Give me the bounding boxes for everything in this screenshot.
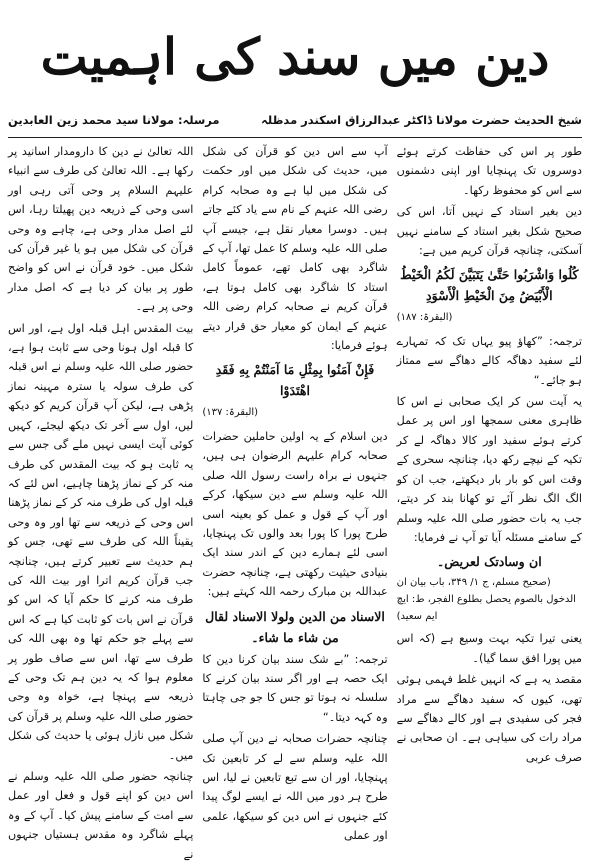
translation: ترجمہ: ”کھاؤ پیو یہاں تک کہ تمہارے لئے سفید دھاگہ کالے دھاگے سے ممتاز ہو جائے۔“ — [396, 334, 582, 387]
quran-verse: فَإِنْ آمَنُوا بِمِثْلِ مَا آمَنْتُمْ بِهِ فَقَدِ اهْتَدَوْا — [215, 362, 375, 399]
paragraph: اللہ تعالیٰ نے دین کا دارومدار اسانید پر رکھا ہے۔ اللہ تعالیٰ کی طرف سے انبیاء علیہم السلام پر وحی آتی رہی اور اسی وحی کے ذریعہ دین پھیلتا رہا، اس لئے اصل مدار وحی ہے، چاہے وہ وحی قرآن کی شکل میں ہو یا غیر قرآن کی شکل میں۔ خود قرآن نے اس کو واضح طور پر بیان کر دیا ہے کہ اصل مدار وحی پر ہے۔ — [8, 145, 194, 314]
article-columns — [8, 142, 582, 861]
paragraph: یہ آیت سن کر ایک صحابی نے اس کا ظاہری معنی سمجھا اور اس پر عمل کرتے ہوئے سفید اور کالا دھاگہ لے کر تکیہ کے نیچے رکھ دیا، چنانچہ سحری کے وقت اس کو بار بار دیکھتے، جب ان کو الگ الگ نظر آئے تو کھانا بند کر دیتے، جب یہ بات حضور صلی اللہ علیہ وسلم کے سامنے مسئلہ آیا تو آپ نے فرمایا: — [396, 395, 582, 544]
sender-line: مرسلہ: مولانا سید محمد زین العابدین — [8, 113, 220, 127]
verse-reference: (البقرۃ: ۱۸۷) — [396, 312, 453, 324]
arabic-quote: الاسناد من الدین ولولا الاسناد لقال من شاء ما شاء۔ — [205, 608, 385, 645]
column-2 — [202, 142, 388, 843]
column-1 — [8, 142, 194, 861]
header-divider — [8, 137, 582, 138]
paragraph: چنانچہ حضور صلی اللہ علیہ وسلم نے اس دین کو اپنے قول و فعل اور عمل سے امت کے سامنے پیش کیا۔ آپ کے وہ پہلے شاگرد وہ مقدس ہستیاں جنہوں نے — [8, 770, 194, 861]
quran-verse: كُلُوا وَاشْرَبُوا حَتَّىٰ يَتَبَيَّنَ لَكُمُ الْخَيْطُ الْأَبْيَضُ مِنَ الْخَيْطِ الْأَسْوَدِ — [400, 267, 579, 304]
page-title: دین میں سند کی اہمیت — [40, 27, 550, 86]
paragraph: چنانچہ حضرات صحابہ نے دین آپ صلی اللہ علیہ وسلم سے لے کر تابعین تک پہنچایا، اور ان سے تبع تابعین نے لیا، اس طرح ہر دور میں اللہ نے ایسے لوگ پیدا کئے جنہوں نے اس دین کو سیکھا، علمی اور عملی — [202, 732, 388, 843]
author-line: شیخ الحدیث حضرت مولانا ڈاکٹر عبدالرزاق اسکندر مدظلہ — [261, 113, 582, 127]
paragraph: بیت المقدس اہل قبلہ اول ہے، اور اس کا قبلہ اول ہونا وحی سے ثابت ہوا ہے، حضور صلی اللہ علیہ وسلم نے اس قبلہ کی طرف سولہ یا سترہ مہینہ نماز پڑھی ہے، لیکن آپ قرآن کریم کو دیکھ لیں، اول سے آخر تک دیکھ لیجئے، کہیں کوئی آیت ایسی نہیں ملے گی جس سے یہ ثابت ہو کہ بیت المقدس کی طرف منہ کر کے نماز پڑھنا چاہیے، اس لئے کہ قبلہ اول کی طرف منہ کر کے نماز پڑھنا اس وحی کے ذریعہ سے تھا اور وہ وحی یقیناً اللہ کی طرف سے تھی، جس کو ہم حدیث سے تعبیر کرتے ہیں، چنانچہ جب قرآن کریم اترا اور بیت اللہ کی طرف منہ کرنے کا حکم آیا کہ اس کو قرآن نے اس بات کو ثابت کیا ہے کہ اس سے پہلے جو حکم تھا وہ بھی اللہ کی طرف سے تھا، اس سے صاف طور پر معلوم ہوا کہ یہ دین ہم تک وحی کے ذریعہ سے پہنچا ہے، خواہ وہ وحی حضور صلی اللہ علیہ وسلم پر قرآن کی شکل میں نازل ہوئی یا حدیث کی شکل میں۔ — [8, 321, 194, 762]
paragraph: دین اسلام کے یہ اولین حاملین حضرات صحابہ کرام علیہم الرضوان ہی ہیں، جنہوں نے براہ راست رسول اللہ صلی اللہ علیہ وسلم سے دین سیکھا، کرکے اور آپ کے قول و عمل کو بعینہ اسی طرح پورا کا پورا بعد والوں تک پہنچایا، اسی لئے ہمارے دین کے اندر سند ایک بنیادی حیثیت رکھتی ہے، چنانچہ حضرت عبداللہ بن مبارک رحمہ اللہ کہتے ہیں: — [202, 429, 388, 599]
paragraph: دین بغیر استاد کے نہیں آتا، اس کی صحیح شکل بغیر استاد کے سامنے نہیں آسکتی، چنانچہ قرآن کریم میں ہے: — [396, 205, 582, 258]
paragraph: طور پر اس کی حفاظت کرتے ہوئے دوسروں تک پہنچایا اور اپنی دشمنوں سے اس کو محفوظ رکھا۔ — [396, 145, 582, 197]
byline — [8, 113, 582, 135]
hadith-quote: ان وسادتک لعریض۔ — [436, 554, 542, 570]
verse-reference: (البقرۃ: ۱۳۷) — [202, 407, 259, 419]
translation: یعنی تیرا تکیہ بہت وسیع ہے (کہ اس میں پورا افق سما گیا)۔ — [396, 632, 582, 665]
paragraph: آپ سے اس دین کو قرآن کی شکل میں، حدیث کی شکل میں اور حکمت کی شکل میں لیا ہے وہ صحابہ کرام رضی اللہ عنہم کے نام سے یاد کئے جاتے ہیں۔ دوسرا معیار نقل ہے، جیسے آپ صلی اللہ علیہ وسلم کا عمل تھا، آپ کے شاگرد بھی کامل تھے، عموماً کامل استاد کا شاگرد بھی کامل ہوتا ہے، قرآن کریم نے صحابہ کرام رضی اللہ عنہم کے ایمان کو معیار حق قرار دیتے ہوئے فرمایا: — [202, 145, 388, 353]
column-3 — [397, 142, 582, 800]
paragraph: مقصد یہ ہے کہ انہیں غلط فہمی ہوئی تھی، کیوں کہ سفید دھاگے سے مراد فجر کی سفیدی ہے اور کالے دھاگے سے مراد رات کی سیاہی ہے۔ ان صحابی نے صرف عربی — [396, 673, 582, 764]
translation: ترجمہ: ”بے شک سند بیان کرنا دین کا ایک حصہ ہے اور اگر سند بیان کرنے کا سلسلہ نہ ہوتا تو جس کا جو جی چاہتا وہ کہہ دیتا۔“ — [202, 652, 388, 724]
hadith-reference: (صحیح مسلم، ج ۱/ ۳۴۹، باب بیان ان الدخول بالصوم یحصل بطلوع الفجر، ط: ایچ ایم سعید) — [396, 577, 576, 623]
